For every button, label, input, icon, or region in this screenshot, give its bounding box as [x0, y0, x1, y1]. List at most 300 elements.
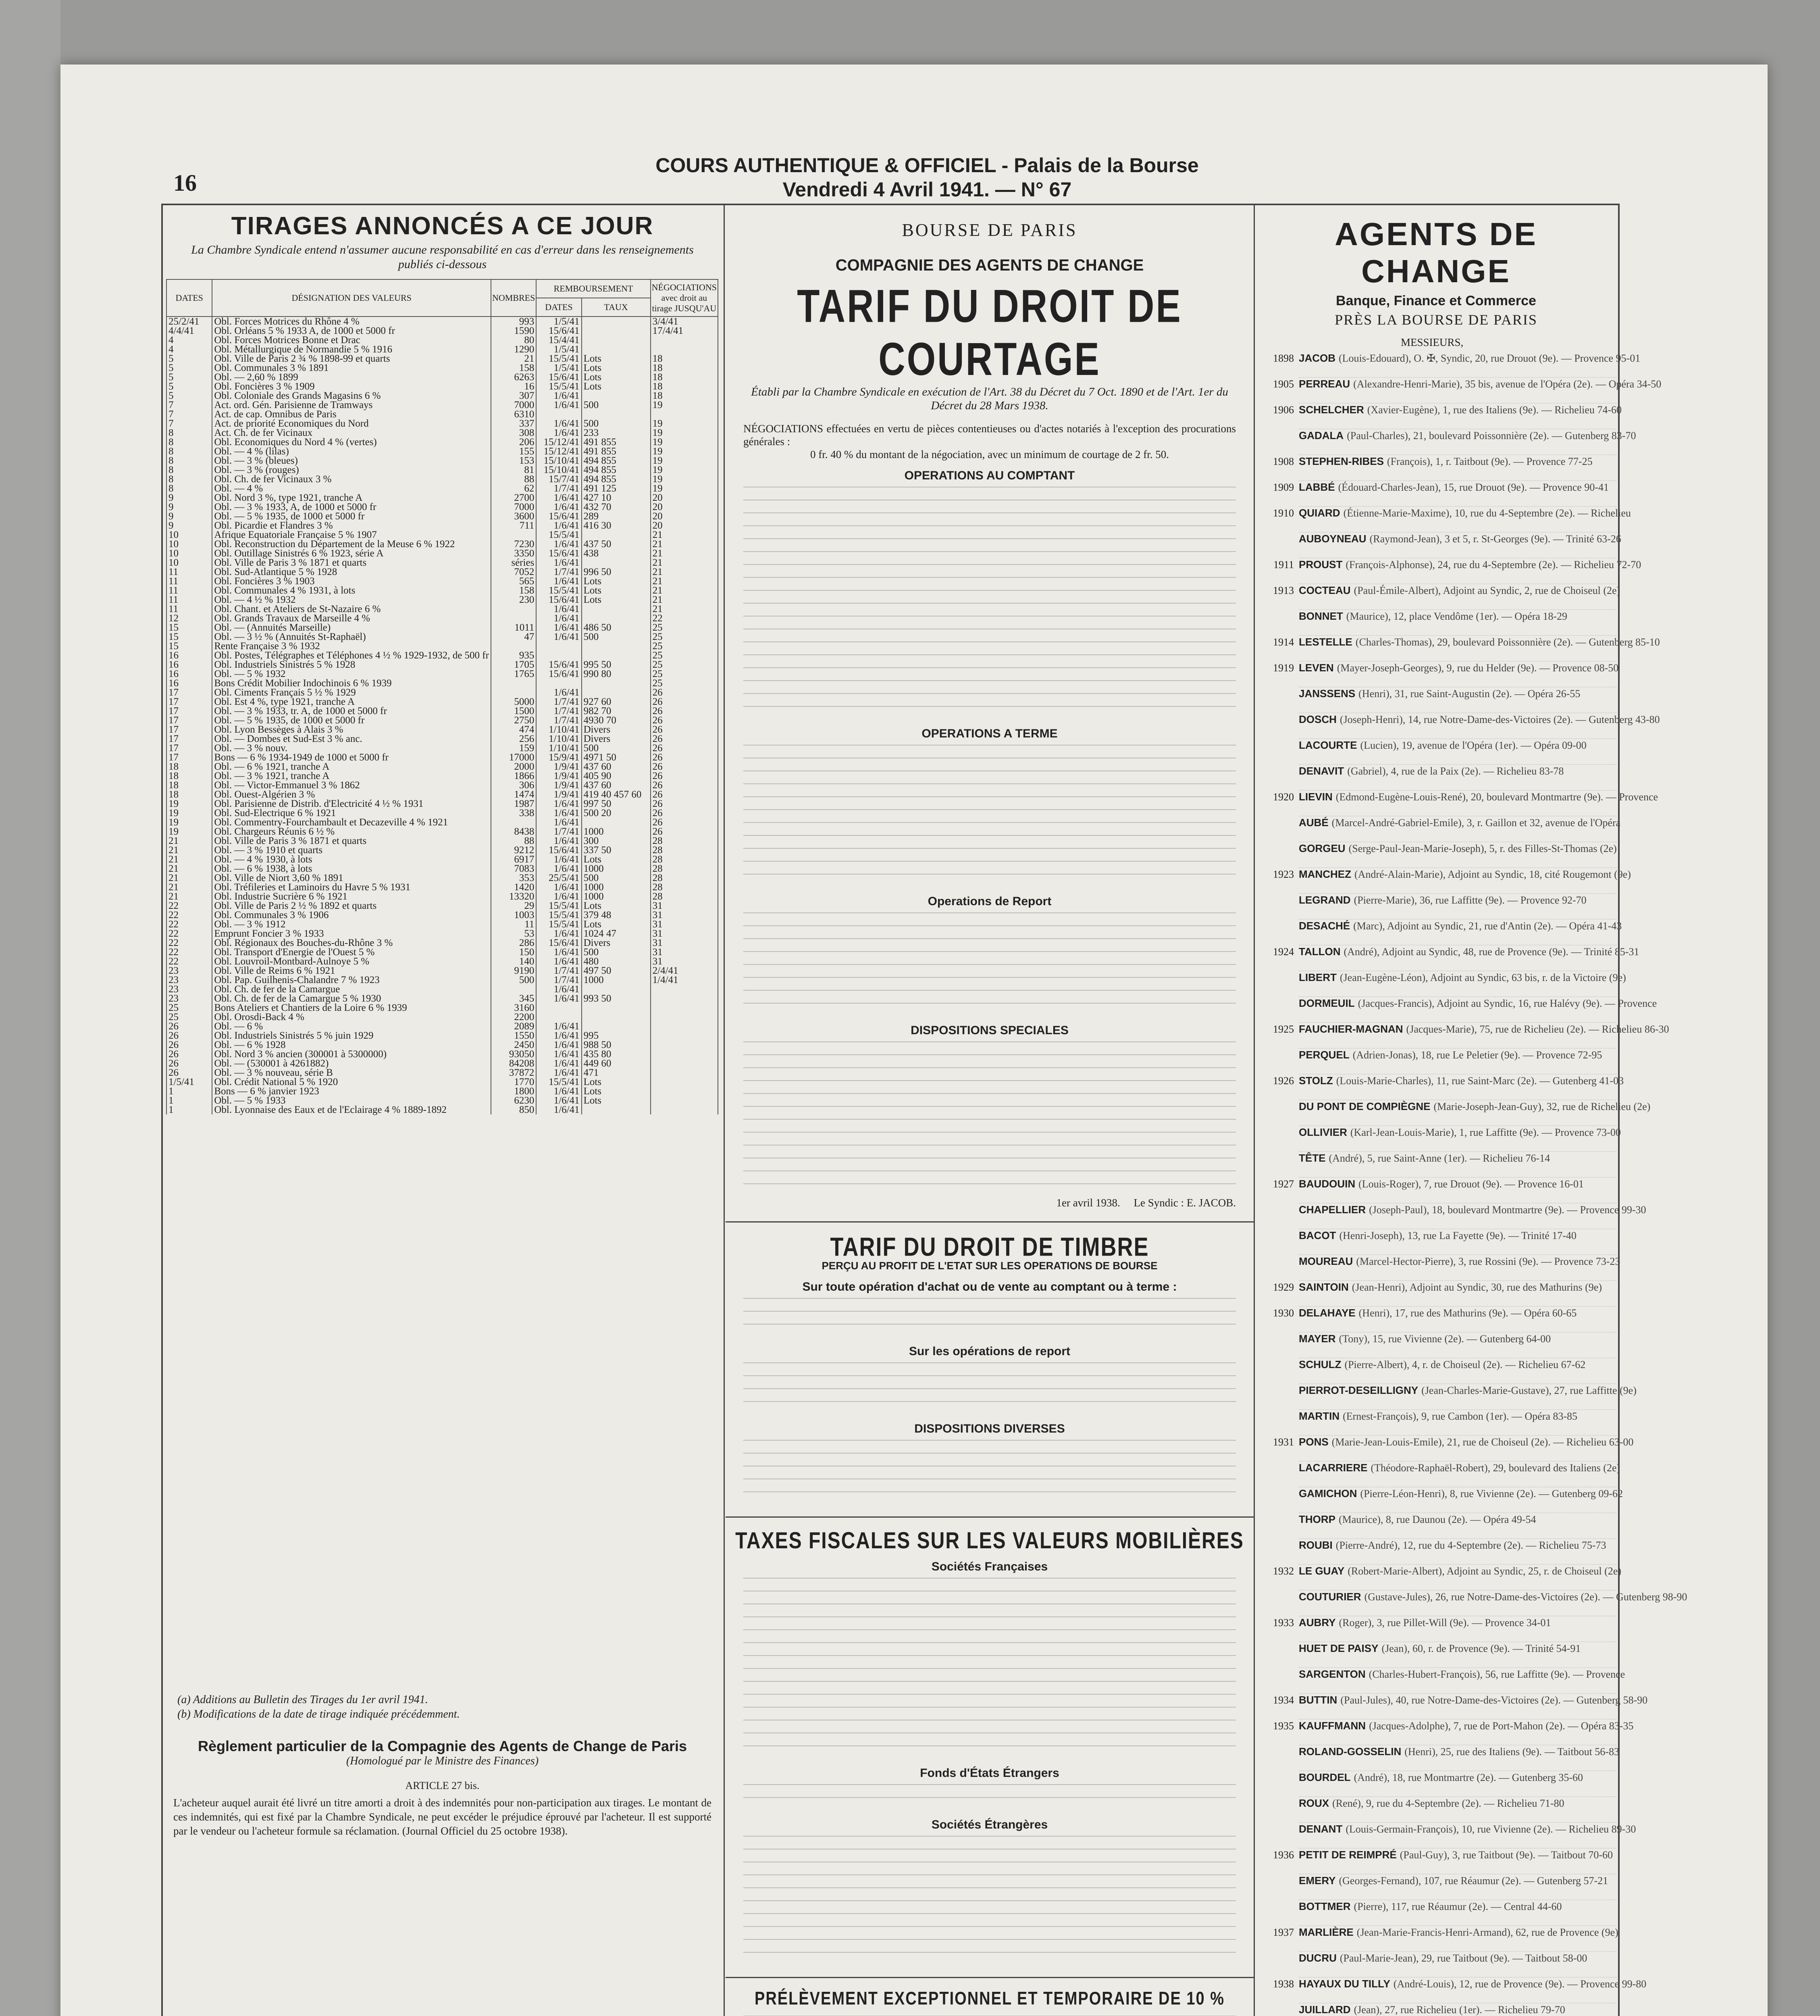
row-negociation: 26 [651, 725, 718, 734]
row-date: 26 [166, 1040, 212, 1050]
row-taux [582, 679, 651, 688]
agent-name: JACOB [1299, 352, 1336, 364]
agent-detail: (Louis-Germain-François), 10, rue Vivienne (2e). — Richelieu 89-30 [1346, 1823, 1636, 1835]
agent-year [1256, 1333, 1299, 1345]
row-date: 11 [166, 595, 212, 604]
row-remb-date: 1/6/41 [536, 502, 581, 512]
table-row [166, 892, 718, 901]
row-taux [582, 641, 651, 651]
agent-entry [1256, 378, 1662, 390]
row-remb-date: 15/5/41 [536, 901, 581, 910]
agent-continuation [1299, 1784, 1616, 1797]
agent-year: 1927 [1273, 1178, 1294, 1190]
table-row [166, 354, 718, 363]
agent-year [1256, 1823, 1299, 1835]
agent-entry [1256, 791, 1658, 803]
agent-continuation [1299, 390, 1616, 404]
row-negociation: 19 [651, 447, 718, 456]
agent-continuation [1299, 855, 1616, 868]
agent-entry [1256, 1152, 1616, 1164]
row-remb-date: 1/6/41 [536, 539, 581, 549]
table-row [166, 419, 718, 428]
row-date: 16 [166, 651, 212, 660]
row-taux: 927 60 [582, 697, 651, 706]
row-negociation: 18 [651, 382, 718, 391]
agent-entry [1256, 687, 1616, 700]
row-nombre: 1987 [491, 799, 536, 808]
table-row [166, 1022, 718, 1031]
row-negociation: 21 [651, 577, 718, 586]
row-remb-date: 1/6/41 [536, 1096, 581, 1105]
agent-name: DELAHAYE [1299, 1307, 1356, 1319]
agent-year [1256, 1513, 1299, 1526]
row-negociation: 26 [651, 808, 718, 818]
agent-name: STEPHEN-RIBES [1299, 455, 1384, 467]
row-date: 17 [166, 744, 212, 753]
agent-name: ROLAND-GOSSELIN [1299, 1745, 1402, 1758]
agent-detail: (Charles-Hubert-François), 56, rue Laffitte (9e). — Provence [1369, 1668, 1625, 1680]
row-taux: Lots [582, 855, 651, 864]
agent-year: 1930 [1273, 1307, 1294, 1319]
agent-year [1256, 842, 1299, 855]
table-row [166, 558, 718, 567]
row-remb-date: 1/10/41 [536, 725, 581, 734]
row-negociation [651, 1040, 718, 1050]
agent-name: COUTURIER [1299, 1591, 1361, 1603]
row-designation: Obl. Foncières 3 % 1909 [212, 382, 491, 391]
courtage-etabli: Établi par la Chambre Syndicale en exécution de l'Art. 38 du Décret du 7 Oct. 1890 et de l'Art. 1er du Décret du 28 Mars 1938. [751, 385, 1228, 412]
row-remb-date [536, 679, 581, 688]
agent-continuation [1299, 1293, 1616, 1307]
agent-continuation [1299, 958, 1616, 971]
row-remb-date: 15/7/41 [536, 475, 581, 484]
row-nombre: 2750 [491, 716, 536, 725]
agent-detail: (Jacques-Adolphe), 7, rue de Port-Mahon (2e). — Opéra 83-35 [1369, 1720, 1634, 1732]
row-remb-date: 15/6/41 [536, 373, 581, 382]
messieurs-label: MESSIEURS, [1401, 336, 1464, 348]
running-head [403, 153, 1451, 202]
agent-name: HAYAUX DU TILLY [1299, 1978, 1390, 1990]
row-negociation: 18 [651, 354, 718, 363]
row-date: 5 [166, 373, 212, 382]
agent-continuation [1299, 1397, 1616, 1410]
row-designation: Obl. Régionaux des Bouches-du-Rhône 3 % [212, 938, 491, 948]
agent-continuation [1299, 1732, 1616, 1745]
row-date: 25 [166, 1012, 212, 1022]
row-designation: Bons — 6 % 1934-1949 de 1000 et 5000 fr [212, 753, 491, 762]
row-taux: 996 50 [582, 567, 651, 577]
table-row [166, 456, 718, 465]
terme-text [726, 745, 1254, 887]
row-designation: Obl. Tréfileries et Laminoirs du Havre 5 % 1931 [212, 883, 491, 892]
row-remb-date: 1/6/41 [536, 929, 581, 938]
agent-name: BOURDEL [1299, 1771, 1351, 1783]
agent-continuation [1299, 1113, 1616, 1126]
agent-continuation [1299, 545, 1616, 558]
courtage-date: 1er avril 1938. [1056, 1197, 1120, 1209]
agent-entry [1256, 1204, 1646, 1216]
row-negociation: 28 [651, 855, 718, 864]
row-remb-date: 1/7/41 [536, 827, 581, 836]
row-date: 23 [166, 975, 212, 985]
row-taux: Divers [582, 734, 651, 744]
row-remb-date: 1/5/41 [536, 317, 581, 326]
agent-detail: (Marc), Adjoint au Syndic, 21, rue d'Antin (2e). — Opéra 41-43 [1353, 920, 1622, 932]
table-row [166, 345, 718, 354]
row-nombre: 7083 [491, 864, 536, 873]
row-taux [582, 985, 651, 994]
agent-year: 1910 [1273, 507, 1294, 519]
row-remb-date: 15/5/41 [536, 910, 581, 920]
agent-continuation [1299, 1939, 1616, 1952]
table-row [166, 669, 718, 679]
agent-detail: (Henri), 25, rue des Italiens (9e). — Taitbout 56-83 [1404, 1746, 1619, 1758]
row-designation: Obl. Sud-Atlantique 5 % 1928 [212, 567, 491, 577]
row-nombre [491, 530, 536, 539]
table-row [166, 938, 718, 948]
row-remb-date: 1/7/41 [536, 716, 581, 725]
table-row [166, 790, 718, 799]
row-designation: Obl. Métallurgique de Normandie 5 % 1916 [212, 345, 491, 354]
row-remb-date: 1/6/41 [536, 428, 581, 437]
row-remb-date: 1/6/41 [536, 957, 581, 966]
row-date: 25 [166, 1003, 212, 1012]
row-taux: 500 [582, 744, 651, 753]
agent-entry [1256, 636, 1660, 648]
row-negociation [651, 994, 718, 1003]
col-taux: TAUX [582, 298, 651, 317]
agent-year [1256, 1900, 1299, 1913]
agent-name: DOSCH [1299, 713, 1337, 725]
row-date: 21 [166, 836, 212, 846]
agent-detail: (Maurice), 12, place Vendôme (1er). — Opéra 18-29 [1346, 610, 1567, 622]
row-date: 16 [166, 660, 212, 669]
row-negociation: 25 [651, 660, 718, 669]
agent-name: FAUCHIER-MAGNAN [1299, 1023, 1403, 1035]
row-taux: 494 855 [582, 456, 651, 465]
row-nombre: 935 [491, 651, 536, 660]
row-nombre [491, 818, 536, 827]
agent-continuation [1299, 1319, 1616, 1333]
row-nombre [491, 641, 536, 651]
row-nombre [491, 614, 536, 623]
row-negociation [651, 410, 718, 419]
row-remb-date: 1/6/41 [536, 400, 581, 410]
agent-detail: (Georges-Fernand), 107, rue Réaumur (2e). — Gutenberg 57-21 [1339, 1875, 1608, 1887]
agent-name: LACARRIERE [1299, 1462, 1368, 1474]
table-row [166, 855, 718, 864]
table-row [166, 604, 718, 614]
row-negociation [651, 1022, 718, 1031]
agent-continuation [1299, 1010, 1616, 1023]
table-row [166, 373, 718, 382]
row-taux: 1000 [582, 883, 651, 892]
row-remb-date: 1/7/41 [536, 706, 581, 716]
taxes-etats-etrangers: Fonds d'États Étrangers [920, 1766, 1059, 1780]
row-date: 15 [166, 641, 212, 651]
agent-name: LEVEN [1299, 662, 1334, 674]
row-negociation: 20 [651, 493, 718, 502]
row-negociation: 19 [651, 475, 718, 484]
row-designation: Obl. — (530001 à 4261882) [212, 1059, 491, 1068]
row-remb-date: 15/5/41 [536, 530, 581, 539]
row-nombre: 286 [491, 938, 536, 948]
negociations-text: NÉGOCIATIONS effectuées en vertu de pièces contentieuses ou d'actes notariés à l'exception des procurations générales : [743, 423, 1236, 448]
agent-detail: (Pierre), 117, rue Réaumur (2e). — Central 44-60 [1354, 1901, 1562, 1912]
row-designation: Obl. — Victor-Emmanuel 3 % 1862 [212, 781, 491, 790]
row-date: 9 [166, 512, 212, 521]
agent-year: 1932 [1273, 1565, 1294, 1577]
agent-entry [1256, 558, 1641, 571]
row-nombre: 153 [491, 456, 536, 465]
row-designation: Obl. Grands Travaux de Marseille 4 % [212, 614, 491, 623]
section-comptant: OPERATIONS AU COMPTANT [904, 469, 1075, 482]
agent-year [1256, 2004, 1299, 2016]
row-negociation: 31 [651, 929, 718, 938]
row-nombre: 47 [491, 632, 536, 641]
row-date: 19 [166, 799, 212, 808]
agent-name: MARLIÈRE [1299, 1926, 1354, 1938]
agent-entry [1256, 1616, 1616, 1629]
row-date: 4 [166, 345, 212, 354]
row-taux: 1024 47 [582, 929, 651, 938]
row-negociation: 28 [651, 883, 718, 892]
row-date: 23 [166, 966, 212, 975]
agent-entry [1256, 1720, 1634, 1732]
agent-continuation [1299, 906, 1616, 920]
compagnie-heading: COMPAGNIE DES AGENTS DE CHANGE [835, 256, 1144, 274]
row-taux: 435 80 [582, 1050, 651, 1059]
agent-continuation [1299, 1964, 1616, 1978]
row-nombre: 81 [491, 465, 536, 475]
agent-entry [1256, 1410, 1616, 1422]
agent-year: 1898 [1273, 352, 1294, 364]
row-taux: 289 [582, 512, 651, 521]
agent-year: 1911 [1273, 559, 1294, 571]
agent-entry [1256, 1100, 1651, 1113]
row-designation: Obl. Ville de Niort 3,60 % 1891 [212, 873, 491, 883]
agent-year [1256, 1255, 1299, 1268]
row-date: 4 [166, 335, 212, 345]
agent-continuation [1299, 881, 1616, 894]
agent-entry [1256, 1023, 1669, 1035]
agent-detail: (Serge-Paul-Jean-Marie-Joseph), 5, r. des Filles-St-Thomas (2e) [1348, 843, 1617, 854]
agent-detail: (Marcel-André-Gabriel-Emile), 3, r. Gaillon et 32, avenue de l'Opéra [1331, 817, 1621, 829]
row-negociation: 25 [651, 632, 718, 641]
agents-list [1256, 352, 1687, 2016]
row-remb-date: 1/6/41 [536, 1105, 581, 1114]
row-negociation: 26 [651, 790, 718, 799]
agent-detail: (François), 1, r. Taitbout (9e). — Provence 77-25 [1387, 456, 1593, 467]
row-taux: 432 70 [582, 502, 651, 512]
row-designation: Obl. Industriels Sinistrés 5 % juin 1929 [212, 1031, 491, 1040]
agent-year [1256, 1745, 1299, 1758]
row-negociation: 18 [651, 373, 718, 382]
table-row [166, 410, 718, 419]
row-date: 26 [166, 1050, 212, 1059]
agent-name: COCTEAU [1299, 584, 1351, 596]
row-negociation: 19 [651, 437, 718, 447]
row-taux: 500 [582, 419, 651, 428]
agent-year [1256, 533, 1299, 545]
agent-continuation [1299, 442, 1616, 455]
row-date: 21 [166, 855, 212, 864]
row-negociation: 28 [651, 892, 718, 901]
row-nombre [491, 985, 536, 994]
agent-name: AUBOYNEAU [1299, 533, 1367, 545]
agent-name: DESACHÉ [1299, 920, 1350, 932]
row-date: 16 [166, 669, 212, 679]
row-nombre: 80 [491, 335, 536, 345]
row-remb-date: 15/5/41 [536, 920, 581, 929]
row-negociation: 26 [651, 799, 718, 808]
agent-continuation [1299, 1603, 1616, 1616]
row-designation: Obl. Communales 4 % 1931, à lots [212, 586, 491, 595]
row-negociation: 19 [651, 400, 718, 410]
agent-name: KAUFFMANN [1299, 1720, 1366, 1732]
agent-detail: (Louis-Roger), 7, rue Drouot (9e). — Provence 16-01 [1358, 1178, 1584, 1190]
row-date: 10 [166, 530, 212, 539]
agent-name: GAMICHON [1299, 1487, 1357, 1500]
agent-name: HUET DE PAISY [1299, 1642, 1379, 1654]
agent-entry [1256, 1823, 1636, 1835]
row-date: 21 [166, 873, 212, 883]
row-nombre: séries [491, 558, 536, 567]
agent-detail: (Henri), 31, rue Saint-Augustin (2e). — Opéra 26-55 [1358, 688, 1581, 700]
row-remb-date: 1/6/41 [536, 577, 581, 586]
row-nombre: 1770 [491, 1077, 536, 1087]
row-negociation [651, 1059, 718, 1068]
agent-year: 1938 [1273, 1978, 1294, 1990]
row-designation: Obl. Industrie Sucrière 6 % 1921 [212, 892, 491, 901]
row-nombre: 6263 [491, 373, 536, 382]
row-negociation: 25 [651, 651, 718, 660]
row-nombre: 1474 [491, 790, 536, 799]
row-taux: 437 50 [582, 539, 651, 549]
row-nombre: 1590 [491, 326, 536, 335]
row-remb-date: 1/5/41 [536, 363, 581, 373]
agent-entry [1256, 1384, 1637, 1397]
row-remb-date: 15/6/41 [536, 660, 581, 669]
row-date: 1 [166, 1087, 212, 1096]
taxes-francaises: Sociétés Françaises [931, 1560, 1048, 1573]
agent-detail: (Lucien), 19, avenue de l'Opéra (1er). — Opéra 09-00 [1360, 739, 1587, 751]
agent-detail: (Jean), 60, r. de Provence (9e). — Trinité 54-91 [1381, 1643, 1581, 1654]
agent-entry [1256, 842, 1616, 855]
row-remb-date: 1/6/41 [536, 558, 581, 567]
row-remb-date [536, 1012, 581, 1022]
row-date: 26 [166, 1059, 212, 1068]
row-negociation [651, 1096, 718, 1105]
row-remb-date: 1/7/41 [536, 697, 581, 706]
agent-name: DUCRU [1299, 1952, 1337, 1964]
row-remb-date: 15/10/41 [536, 465, 581, 475]
row-designation: Act. de priorité Economiques du Nord [212, 419, 491, 428]
agent-name: BUTTIN [1299, 1694, 1337, 1706]
row-nombre: 1705 [491, 660, 536, 669]
agent-year: 1936 [1273, 1849, 1294, 1861]
publication-title: COURS AUTHENTIQUE & OFFICIEL - Palais de la Bourse [655, 154, 1199, 177]
row-taux [582, 1022, 651, 1031]
row-remb-date [536, 641, 581, 651]
table-row [166, 929, 718, 938]
agent-continuation [1299, 1061, 1616, 1075]
agent-detail: (Pierre-André), 12, rue du 4-Septembre (2e). — Richelieu 75-73 [1335, 1539, 1606, 1551]
agent-year: 1934 [1273, 1694, 1294, 1706]
table-row [166, 1040, 718, 1050]
row-remb-date [536, 410, 581, 419]
row-negociation [651, 1077, 718, 1087]
row-negociation: 26 [651, 753, 718, 762]
agent-continuation [1299, 1913, 1616, 1926]
agent-continuation [1299, 1268, 1616, 1281]
syndic-name: Le Syndic : E. JACOB. [1134, 1197, 1236, 1209]
agent-detail: (Louis-Edouard), O. ✠, Syndic, 20, rue Drouot (9e). — Provence 95-01 [1339, 352, 1641, 364]
row-negociation: 31 [651, 920, 718, 929]
table-row [166, 521, 718, 530]
row-negociation [651, 1031, 718, 1040]
row-taux: 300 [582, 836, 651, 846]
speciales-text [726, 1041, 1254, 1196]
row-negociation: 21 [651, 604, 718, 614]
row-nombre: 474 [491, 725, 536, 734]
agent-name: LESTELLE [1299, 636, 1352, 648]
row-nombre: 155 [491, 447, 536, 456]
row-taux: Lots [582, 920, 651, 929]
row-nombre: 7230 [491, 539, 536, 549]
row-designation: Bons Crédit Mobilier Indochinois 6 % 1939 [212, 679, 491, 688]
row-taux: 990 80 [582, 669, 651, 679]
table-row [166, 1003, 718, 1012]
row-negociation [651, 1050, 718, 1059]
table-row [166, 1059, 718, 1068]
agent-entry [1256, 1591, 1687, 1603]
agent-continuation [1299, 1500, 1616, 1513]
row-nombre: 345 [491, 994, 536, 1003]
agent-continuation [1299, 1242, 1616, 1255]
row-date: 8 [166, 437, 212, 447]
agent-year [1256, 1384, 1299, 1397]
row-taux [582, 1012, 651, 1022]
agent-name: LIBERT [1299, 971, 1337, 983]
row-designation: Obl. Ch. de fer de la Camargue [212, 985, 491, 994]
row-negociation [651, 1012, 718, 1022]
agent-year [1256, 1771, 1299, 1784]
agent-year [1256, 1229, 1299, 1242]
agent-detail: (Xavier-Eugène), 1, rue des Italiens (9e). — Richelieu 74-60 [1367, 404, 1622, 416]
agent-name: SCHELCHER [1299, 404, 1364, 416]
agent-entry [1256, 455, 1616, 468]
agent-continuation [1299, 364, 1616, 378]
row-negociation: 19 [651, 419, 718, 428]
tirages-column [161, 204, 725, 2016]
row-designation: Obl. — 6 % 1938, à lots [212, 864, 491, 873]
table-row [166, 864, 718, 873]
row-negociation: 26 [651, 744, 718, 753]
row-taux: Lots [582, 577, 651, 586]
agent-continuation [1299, 1526, 1616, 1539]
agent-name: DENAVIT [1299, 765, 1344, 777]
row-negociation: 17/4/41 [651, 326, 718, 335]
agent-entry [1256, 894, 1616, 906]
agent-entry [1256, 1358, 1616, 1371]
row-nombre: 93050 [491, 1050, 536, 1059]
agent-name: SCHULZ [1299, 1358, 1342, 1370]
agent-continuation [1299, 984, 1616, 997]
agent-detail: (Édouard-Charles-Jean), 15, rue Drouot (9e). — Provence 90-41 [1338, 481, 1609, 493]
row-date: 18 [166, 790, 212, 799]
agent-name: STOLZ [1299, 1075, 1333, 1087]
